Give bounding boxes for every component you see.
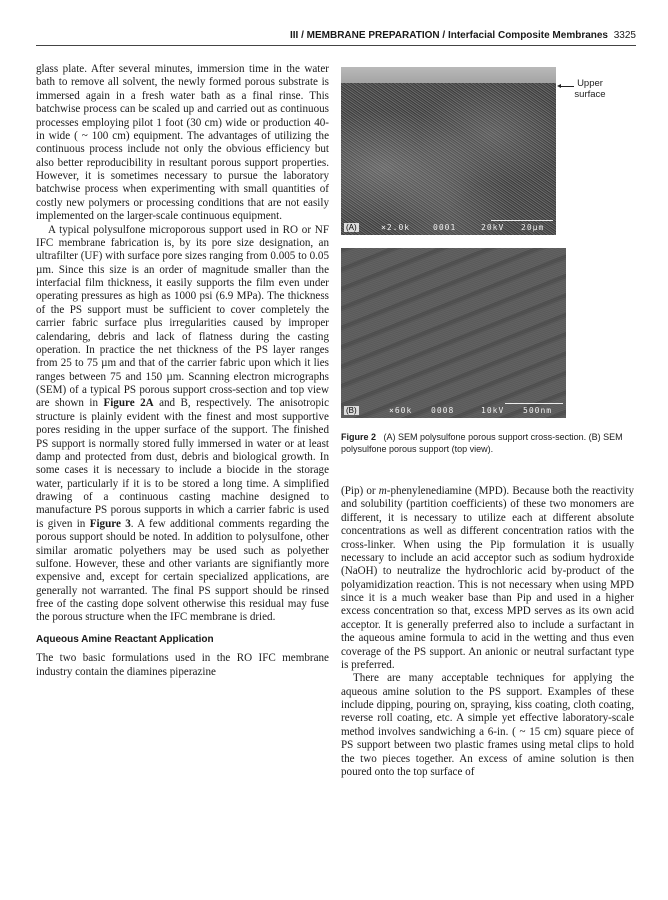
panel-label: (B) <box>346 406 357 415</box>
image-number: 0001 <box>433 223 457 232</box>
voltage: 20kV <box>481 223 505 232</box>
paragraph-text: and B, respectively. The anisotropic structure is plainly evident with the finest and most supportive pores residing in the upper surface of the support. The finished PS support is normally stored fully immersed in water or at least damp and protected from dust, debris and biological growth. In some cases it is necessary to include a biocide in the storage water, particularly if it is to be stored a long time. A simplified drawing of a continuous casting machine designed to manufacture PS porous supports in which a carrier fabric is used is given in <box>36 397 329 530</box>
sem-image-cross-section <box>341 67 556 235</box>
italic-text: m <box>378 485 387 497</box>
paragraph-text: (Pip) or <box>341 485 379 497</box>
running-head <box>36 30 636 46</box>
paragraph-text: A typical polysulfone microporous support used in RO or NF IFC membrane fabrication is, by its pore size designation, an ultrafilter (UF) with surface pore sizes ranging from 0.005 to 0.05 µm. Since this size is an order of magnitude smaller than the interfacial film thickness, it easily supports the film even under operating pressures as high as 1000 psi (6.9 MPa). The thickness of the PS support must be sufficient to cover completely the carrier fabric surface plus irregularities caused by improper calendaring, debris and lack of flatness during the casting operation. In practice the net thickness of the PS layer ranges from 25 to 75 µm and that of the carrier fabric upon which it lies ranges between 75 and 150 µm. Scanning electron micrographs (SEM) of a typical PS porous support cross-section and top view are shown in <box>36 223 329 410</box>
magnification: ×60k <box>389 406 413 415</box>
image-number: 0008 <box>431 406 455 415</box>
figure-reference[interactable]: Figure 2A <box>103 397 154 410</box>
paragraph: The two basic formulations used in the RO IFC membrane industry contain the diamines piperazine <box>36 652 329 678</box>
magnification: ×2.0k <box>381 223 411 232</box>
running-head-section: III / MEMBRANE PREPARATION / Interfacial Composite Membranes <box>289 30 608 41</box>
left-column <box>36 63 329 679</box>
paragraph: There are many acceptable techniques for applying the aqueous amine solution to the PS support. Examples of these include dipping, pouring on, spraying, kiss coating, cloth coating, reverse roll coating, etc. A simple yet effective laboratory-scale method involves sandwiching a 6-in. ( ~ 15 cm) square piece of PS support between two plastic frames using metal clips to hold the two pieces together. An excess of amine solution is then poured onto the top surface of <box>341 672 634 778</box>
panel-label: (A) <box>346 223 357 232</box>
right-column <box>341 485 634 779</box>
scale-bar-label: 20µm <box>521 223 545 232</box>
figure-caption <box>341 431 641 455</box>
caption-label: Figure 2 <box>341 432 377 442</box>
upper-surface-annotation: Upper surface <box>574 78 606 100</box>
sem-image-top-view <box>341 248 566 418</box>
paragraph-text: . A few additional comments regarding the porous support should be noted. In addition to polysulfone, other similar aromatic polyethers may be used such as polyether sulfone. However, these and other variants are signifiantly more expensive and, except for certain specialized applications, are generally not warranted. The final PS support should be rinsed free of the casting dope solvent otherwise this residual may fuse the porous structure when the IFC membrane is dried. <box>36 517 330 624</box>
sem-info-bar <box>341 404 566 418</box>
figure-reference[interactable]: Figure 3 <box>89 517 131 530</box>
paragraph: glass plate. After several minutes, immersion time in the water bath to remove all solvent, the newly formed porous substrate is immersed again in a fresh water bath as a final rinse. This batchwise process can be scaled up and carried out as continuous processes employing pilot 1 foot (30 cm) wide or production 40-in wide ( ~ 100 cm) equipment. The advantages of utilizing the continuous process include not only the obvious efficiency but also better reproducibility in resultant porous support properties. However, it is sometimes necessary to pursue the laboratory batchwise process when experimenting with small quantities of costly new polymers or processing conditions that are not easily implemented on the larger-scale continuous equipment. <box>36 63 329 223</box>
scale-bar-label: 500nm <box>523 406 553 415</box>
section-heading: Aqueous Amine Reactant Application <box>36 633 214 645</box>
voltage: 10kV <box>481 406 505 415</box>
page-number: 3325 <box>613 30 636 41</box>
sem-info-bar <box>341 221 556 235</box>
caption-text: (A) SEM polysulfone porous support cross-section. (B) SEM polysulfone porous support (top view). <box>341 432 623 454</box>
paragraph-text: -phenylenediamine (MPD). Because both the reactivity and solubility (partition coefficients) of these two monomers are different, it is necessary to utilize each at different absolute concentrations as well as different concentration ratios with the cross-linker. When using the Pip formulation it is usually necessary to include an acid acceptor such as sodium hydroxide (NaOH) to neutralize the hydrochloric acid by-product of the polyamidization reaction. This is not necessary when using MPD since it is a much weaker base than Pip and used in a higher excess concentration so that, excess MPD serves as its own acid acceptor. It is generally preferred also to include a surfactant in the aqueous amine formula to acid in the wetting and thus even coverage of the PS support. An anionic or neutral surfactant type is preferred. <box>341 485 634 671</box>
upper-surface-band <box>341 67 556 83</box>
paragraph <box>341 485 634 672</box>
paragraph <box>36 224 329 625</box>
